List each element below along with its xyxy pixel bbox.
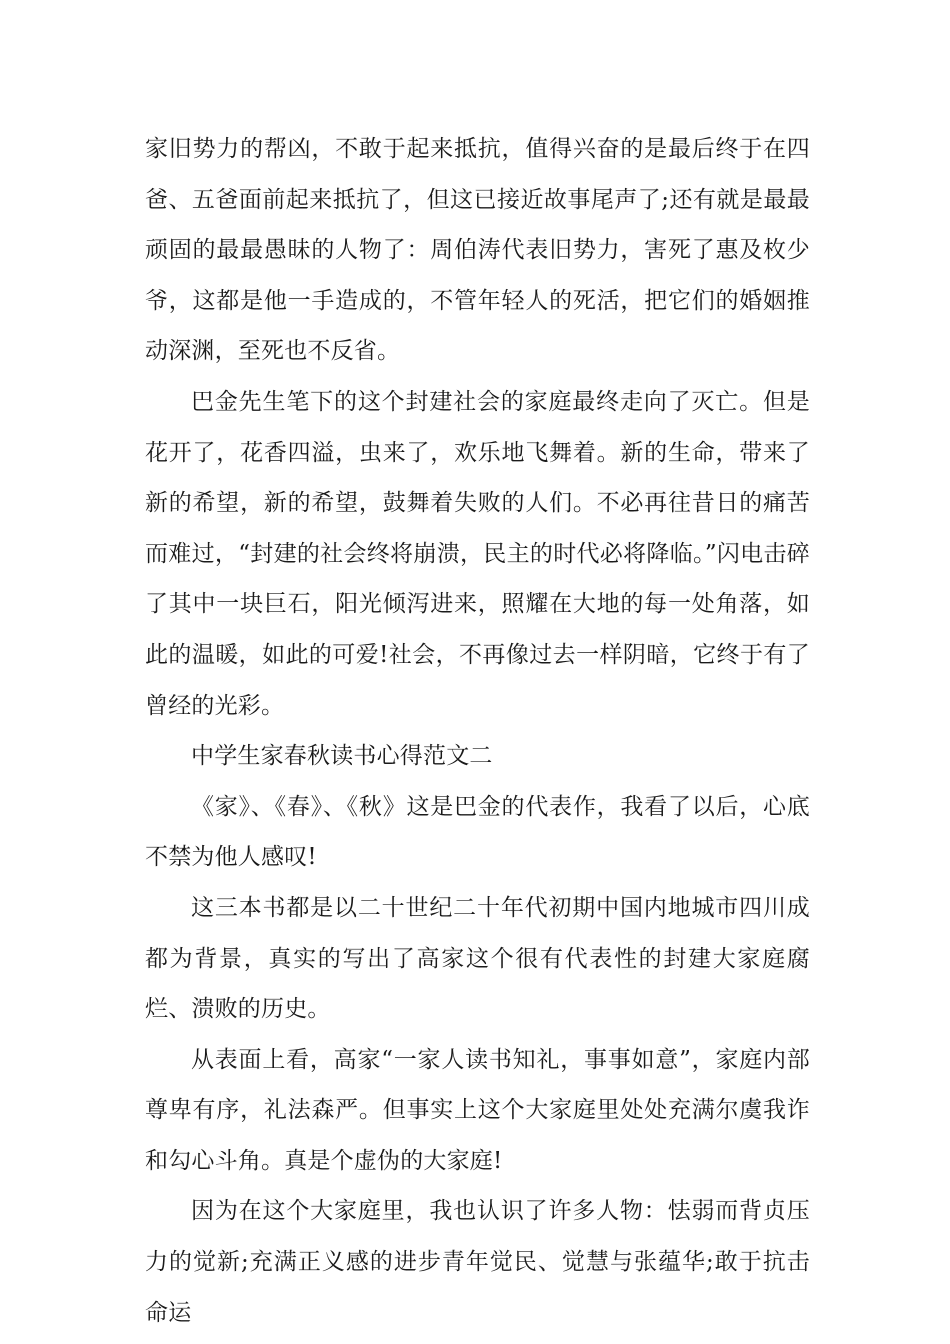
paragraph: 因为在这个大家庭里，我也认识了许多人物：怯弱而背贞压力的觉新;充满正义感的进步青年觉民、觉慧与张蕴华;敢于抗击命运 xyxy=(145,1198,810,1326)
paragraph-continuation: 家旧势力的帮凶，不敢于起来抵抗，值得兴奋的是最后终于在四爸、五爸面前起来抵抗了，但这已接近故事尾声了;还有就是最最顽固的最最愚昧的人物了：周伯涛代表旧势力，害死了惠及枚少爷，这都是他一手造成的，不管年轻人的死活，把它们的婚姻推动深渊，至死也不反省。 xyxy=(145,136,810,365)
paragraph: 《家》、《春》、《秋》这是巴金的代表作，我看了以后，心底不禁为他人感叹! xyxy=(145,793,810,871)
paragraph: 巴金先生笔下的这个封建社会的家庭最终走向了灭亡。但是花开了，花香四溢，虫来了，欢乐地飞舞着。新的生命，带来了新的希望，新的希望，鼓舞着失败的人们。不必再往昔日的痛苦而难过，“封建的社会终将崩溃，民主的时代必将降临。”闪电击碎了其中一块巨石，阳光倾泻进来，照耀在大地的每一处角落，如此的温暖，如此的可爱!社会，不再像过去一样阴暗，它终于有了曾经的光彩。 xyxy=(145,388,810,719)
section-heading: 中学生家春秋读书心得范文二 xyxy=(191,743,493,770)
document-body xyxy=(145,124,810,1338)
paragraph: 这三本书都是以二十世纪二十年代初期中国内地城市四川成都为背景，真实的写出了高家这个很有代表性的封建大家庭腐烂、溃败的历史。 xyxy=(145,894,810,1023)
paragraph: 从表面上看，高家“一家人读书知礼，事事如意”，家庭内部尊卑有序，礼法森严。但事实上这个大家庭里处处充满尔虞我诈和勾心斗角。真是个虚伪的大家庭! xyxy=(145,1046,810,1174)
